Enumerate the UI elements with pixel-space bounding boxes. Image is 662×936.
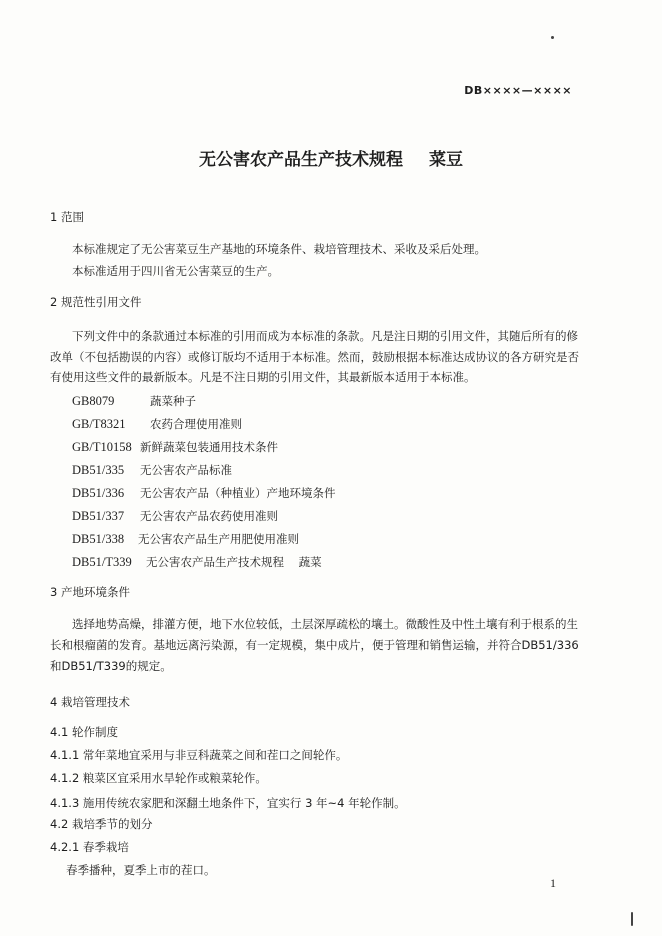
section-4-2-heading: 4.2 栽培季节的划分 — [50, 817, 153, 831]
reference-code: DB51/338 — [72, 532, 125, 546]
reference-title: 农药合理使用准则 — [150, 417, 242, 431]
reference-code: DB51/337 — [72, 509, 125, 523]
reference-row — [72, 485, 336, 501]
section-1-heading: 1 范围 — [50, 210, 84, 224]
section-1-paragraph-2: 本标准适用于四川省无公害菜豆的生产。 — [72, 264, 279, 278]
section-1-paragraph-1: 本标准规定了无公害菜豆生产基地的环境条件、栽培管理技术、采收及采后处理。 — [72, 242, 486, 256]
section-4-1-3: 4.1.3 施用传统农家肥和深翻土地条件下，宜实行 3 年~4 年轮作制。 — [50, 796, 406, 810]
scan-speck — [551, 36, 554, 39]
page-number: 1 — [550, 876, 556, 890]
reference-row — [72, 416, 242, 432]
reference-row — [72, 462, 232, 478]
reference-title: 无公害农产品生产技术规程 蔬菜 — [146, 555, 322, 569]
reference-title: 无公害农产品生产用肥使用准则 — [138, 532, 299, 546]
reference-title: 无公害农产品农药使用准则 — [140, 509, 278, 523]
reference-row — [72, 393, 196, 409]
section-3-heading: 3 产地环境条件 — [50, 585, 130, 599]
section-4-2-1-text: 春季播种，夏季上市的茬口。 — [66, 863, 216, 877]
standard-code: DB××××—×××× — [464, 84, 572, 97]
reference-row — [72, 554, 322, 570]
section-4-1-heading: 4.1 轮作制度 — [50, 725, 118, 739]
section-4-1-2: 4.1.2 粮菜区宜采用水旱轮作或粮菜轮作。 — [50, 771, 267, 785]
section-4-2-1: 4.2.1 春季栽培 — [50, 840, 129, 854]
scan-speck — [631, 912, 633, 926]
document-title — [0, 145, 662, 170]
section-4-1-1: 4.1.1 常年菜地宜采用与非豆科蔬菜之间和茬口之间轮作。 — [50, 748, 348, 762]
reference-code: GB/T8321 — [72, 417, 126, 431]
section-2-heading: 2 规范性引用文件 — [50, 295, 142, 309]
reference-code: GB/T10158 — [72, 440, 132, 454]
section-2-intro: 下列文件中的条款通过本标准的引用而成为本标准的条款。凡是注日期的引用文件，其随后所有的修改单（不包括勘误的内容）或修订版均不适用于本标准。然而，鼓励根据本标准达成协议的各方研究是否有使用这些文件的最新版本。凡是不注日期的引用文件，其最新版本适用于本标准。 — [50, 329, 579, 384]
reference-code: DB51/336 — [72, 486, 125, 500]
reference-row — [72, 508, 278, 524]
title-main: 无公害农产品生产技术规程 — [199, 150, 403, 170]
section-3-paragraph: 选择地势高燥，排灌方便，地下水位较低，土层深厚疏松的壤土。微酸性及中性土壤有利于根系的生长和根瘤菌的发育。基地远离污染源，有一定规模，集中成片，便于管理和销售运输，并符合DB51/336和DB51/T339的规定。 — [50, 617, 579, 673]
reference-code: DB51/T339 — [72, 555, 132, 569]
reference-row — [72, 439, 278, 455]
reference-title: 无公害农产品（种植业）产地环境条件 — [140, 486, 336, 500]
reference-title: 蔬菜种子 — [150, 394, 196, 408]
reference-title: 无公害农产品标准 — [140, 463, 232, 477]
reference-row — [72, 531, 299, 547]
title-sub: 菜豆 — [429, 150, 463, 170]
reference-title: 新鲜蔬菜包装通用技术条件 — [140, 440, 278, 454]
reference-code: DB51/335 — [72, 463, 125, 477]
reference-code: GB8079 — [72, 394, 115, 408]
section-4-heading: 4 栽培管理技术 — [50, 695, 130, 709]
